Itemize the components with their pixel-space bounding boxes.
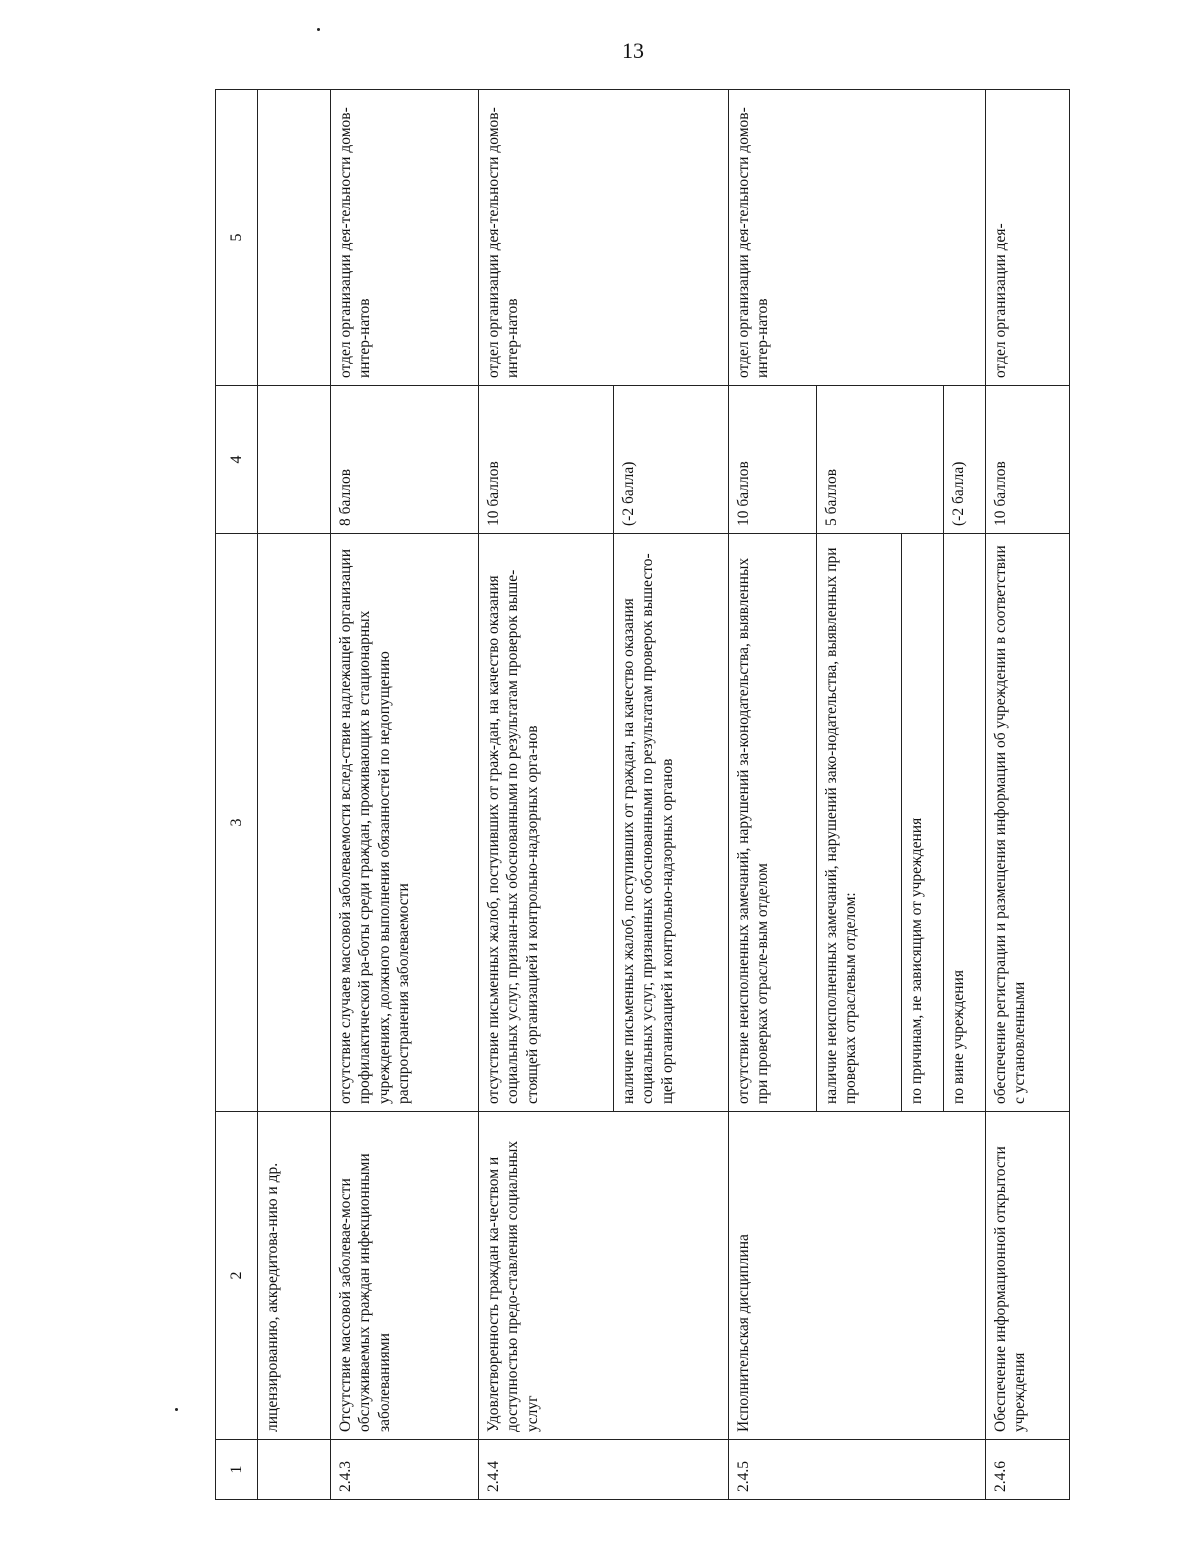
cell-department: отдел организации дея- bbox=[986, 90, 1070, 386]
cell-criterion: по причинам, не зависящим от учреждения bbox=[902, 534, 944, 1112]
cell-indicator: Обеспечение информационной открытости учреждения bbox=[986, 1112, 1070, 1440]
cell-department: отдел организации дея-тельности домов-интер-натов bbox=[729, 90, 986, 386]
cell-number-empty bbox=[258, 1440, 331, 1500]
cell-indicator: Отсутствие массовой заболевае-мости обслуживаемых граждан инфекционными заболеваниями bbox=[331, 1112, 479, 1440]
cell-department-empty bbox=[258, 90, 331, 386]
cell-criterion: отсутствие письменных жалоб, поступивших от граж-дан, на качество оказания социальных услуг, признан-ных обоснованными по результатам проверок выше-стоящей организацией и контрольно-надзорных орга-нов bbox=[479, 534, 614, 1112]
cell-number: 2.4.3 bbox=[331, 1440, 479, 1500]
column-header-2: 2 bbox=[216, 1112, 258, 1440]
cell-indicator: Исполнительская дисциплина bbox=[729, 1112, 986, 1440]
cell-points: 10 баллов bbox=[986, 386, 1070, 534]
cell-department: отдел организации дея-тельности домов-интер-натов bbox=[331, 90, 479, 386]
table-row-continuation bbox=[258, 90, 331, 1500]
cell-criterion: отсутствие неисполненных замечаний, нарушений за-конодательства, выявленных при проверках отрасле-вым отделом bbox=[729, 534, 817, 1112]
page-number: 13 bbox=[622, 38, 644, 63]
criteria-table bbox=[215, 89, 1070, 1500]
cell-points: 5 баллов bbox=[817, 386, 944, 534]
cell-criterion: наличие неисполненных замечаний, нарушений зако-нодательства, выявленных при проверках отраслевым отделом: bbox=[817, 534, 902, 1112]
column-header-5: 5 bbox=[216, 90, 258, 386]
cell-department: отдел организации дея-тельности домов-интер-натов bbox=[479, 90, 729, 386]
table-row-2-4-4 bbox=[479, 90, 614, 1500]
scan-speck bbox=[175, 1408, 178, 1411]
cell-number: 2.4.5 bbox=[729, 1440, 986, 1500]
cell-points: 10 баллов bbox=[729, 386, 817, 534]
cell-number: 2.4.6 bbox=[986, 1440, 1070, 1500]
cell-number: 2.4.4 bbox=[479, 1440, 729, 1500]
rotated-table bbox=[215, 90, 1070, 1500]
cell-points: (-2 балла) bbox=[614, 386, 729, 534]
column-header-1: 1 bbox=[216, 1440, 258, 1500]
cell-indicator: лицензированию, аккредитова-нию и др. bbox=[258, 1112, 331, 1440]
cell-criterion: обеспечение регистрации и размещения информации об учреждении в соответствии с установленными bbox=[986, 534, 1070, 1112]
cell-points: 8 баллов bbox=[331, 386, 479, 534]
cell-criterion: по вине учреждения bbox=[944, 534, 986, 1112]
column-header-3: 3 bbox=[216, 534, 258, 1112]
column-header-4: 4 bbox=[216, 386, 258, 534]
cell-points-empty bbox=[258, 386, 331, 534]
scan-speck bbox=[317, 28, 320, 31]
table-row-2-4-3 bbox=[331, 90, 479, 1500]
table-row-2-4-5 bbox=[729, 90, 817, 1500]
cell-points: (-2 балла) bbox=[944, 386, 986, 534]
cell-indicator: Удовлетворенность граждан ка-чеством и доступностью предо-ставления социальных услуг bbox=[479, 1112, 729, 1440]
cell-points: 10 баллов bbox=[479, 386, 614, 534]
header-row bbox=[216, 90, 258, 1500]
table-row-2-4-6 bbox=[986, 90, 1070, 1500]
cell-criterion: наличие письменных жалоб, поступивших от граждан, на качество оказания социальных услуг, признанных обоснованными по результатам проверок вышесто-щей организацией и контрольно-надзорных органов bbox=[614, 534, 729, 1112]
cell-criterion-empty bbox=[258, 534, 331, 1112]
cell-criterion: отсутствие случаев массовой заболеваемости вслед-ствие надлежащей организации профилактической ра-боты среди граждан, проживающих в стационарных учреждениях, должного выполнения обязанностей по недопущению распространения заболеваемости bbox=[331, 534, 479, 1112]
